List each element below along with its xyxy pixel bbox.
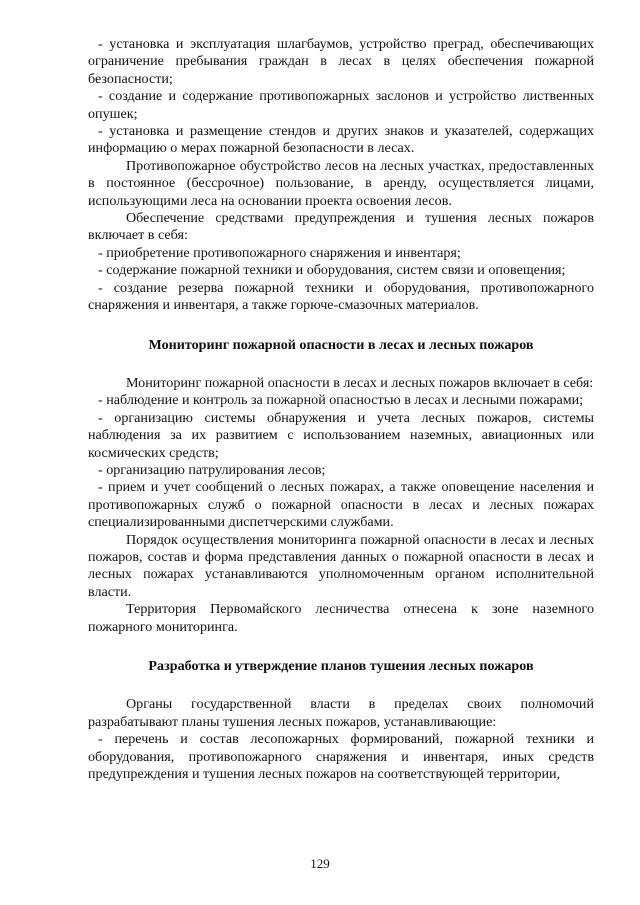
paragraph-reserve: - создание резерва пожарной техники и оборудования, противопожарного снаряжения и инвентаря, а также горюче-смазочных материалов. (88, 279, 594, 314)
paragraph-equipment-maintenance: - содержание пожарной техники и оборудования, систем связи и оповещения; (98, 262, 566, 279)
paragraph-monitoring-patrol: - организацию патрулирования лесов; (98, 461, 326, 478)
paragraph-monitoring-reports: - прием и учет сообщений о лесных пожарах, а также оповещение населения и противопожарных служб о пожарной опасности в лесах и лесных пожарах специализированными диспетчерскими службами. (88, 479, 594, 531)
paragraph-barriers: - установка и эксплуатация шлагбаумов, устройство преград, обеспечивающих ограничение пребывания граждан в лесах в целях обеспечения пожарной безопасности; (88, 36, 594, 87)
paragraph-monitoring-detection: - организацию системы обнаружения и учета лесных пожаров, системы наблюдения за их развитием с использованием наземных, авиационных или космических средств; (88, 409, 594, 461)
paragraph-plans-list: - перечень и состав лесопожарных формирований, пожарной техники и оборудования, противопожарного снаряжения и инвентаря, иных средств предупреждения и тушения лесных пожаров на соответствующей территории, (88, 731, 594, 783)
paragraph-provision-intro: Обеспечение средствами предупреждения и тушения лесных пожаров включает в себя: (88, 210, 594, 244)
paragraph-monitoring-intro: Мониторинг пожарной опасности в лесах и лесных пожаров включает в себя: (126, 374, 594, 391)
document-page (88, 36, 594, 783)
heading-monitoring: Мониторинг пожарной опасности в лесах и лесных пожаров (148, 336, 534, 353)
paragraph-monitoring-procedure: Порядок осуществления мониторинга пожарной опасности в лесах и лесных пожаров, состав и форма представления данных о пожарной опасности в лесах и лесных пожарах устанавливаются уполномоченным органом исполнительной власти. (88, 531, 594, 600)
paragraph-firebreaks: - создание и содержание противопожарных заслонов и устройство лиственных опушек; (88, 88, 594, 122)
paragraph-monitoring-control: - наблюдение и контроль за пожарной опасностью в лесах и лесными пожарами; (98, 392, 584, 409)
paragraph-equipment-purchase: - приобретение противопожарного снаряжения и инвентаря; (98, 244, 461, 261)
paragraph-forest-arrangement: Противопожарное обустройство лесов на лесных участках, предоставленных в постоянное (бессрочное) пользование, в аренду, осуществляется лицами, использующими леса на основании проекта освоения лесов. (88, 157, 594, 209)
paragraph-signs: - установка и размещение стендов и других знаков и указателей, содержащих информацию о мерах пожарной безопасности в лесах. (88, 123, 594, 157)
paragraph-plans-intro: Органы государственной власти в пределах своих полномочий разрабатывают планы тушения лесных пожаров, устанавливающие: (88, 696, 594, 730)
page-number: 129 (310, 856, 330, 871)
heading-plans: Разработка и утверждение планов тушения лесных пожаров (148, 658, 534, 674)
paragraph-monitoring-territory: Территория Первомайского лесничества отнесена к зоне наземного пожарного мониторинга. (88, 601, 594, 635)
